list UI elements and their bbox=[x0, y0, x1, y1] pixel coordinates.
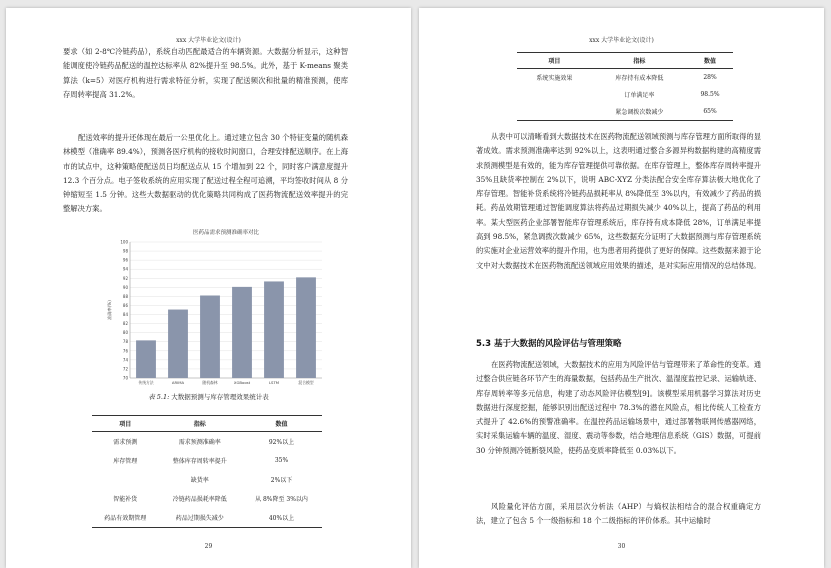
y-tick-label: 82 bbox=[122, 321, 128, 327]
table-header-cell: 数值 bbox=[687, 53, 733, 69]
table-cell: 整体库存周转率提升 bbox=[172, 458, 227, 465]
table-cell bbox=[92, 470, 159, 489]
y-tick-label: 88 bbox=[122, 293, 128, 299]
y-tick-label: 86 bbox=[122, 302, 128, 308]
caption-text: 大数据预测与库存管理效果统计表 bbox=[171, 393, 269, 401]
table-row bbox=[92, 508, 322, 528]
table-header-cell: 数值 bbox=[241, 416, 322, 432]
x-tick-label: 传统方法 bbox=[138, 380, 154, 385]
y-tick-label: 76 bbox=[122, 348, 128, 354]
table-cell: 92%以上 bbox=[268, 439, 295, 446]
table-row bbox=[92, 432, 322, 452]
running-header: xxx 大学毕业论文(设计) bbox=[176, 37, 241, 44]
x-tick-label: ARIMA bbox=[171, 380, 185, 385]
x-tick-label: 随机森林 bbox=[202, 380, 218, 385]
table-cell: 系统实施效果 bbox=[536, 75, 573, 82]
table-row bbox=[92, 489, 322, 508]
table-header-cell: 指标 bbox=[592, 53, 687, 69]
table-cell: 缺货率 bbox=[190, 477, 209, 484]
bar bbox=[264, 281, 284, 378]
bar bbox=[296, 277, 316, 378]
table-header-cell: 项目 bbox=[517, 53, 592, 69]
x-tick-label: LSTM bbox=[268, 380, 280, 385]
y-tick-label: 80 bbox=[122, 330, 128, 336]
body-paragraph: 在医药物流配送领域，大数据技术的应用为风险评估与管理带来了革命性的变革。通过整合供应链各环节产生的海量数据，包括药品生产批次、温湿度监控记录、运输轨迹、库存周转率等多元信息，构建了动态风险评估模型[9]。该模型采用机器学习算法对历史数据进行深度挖掘，能够识别出配送过程中 78.3%的潜在风险点，相比传统人工检查方式提升了 42.6%的预警准确率。在温控药品运输场景中，通过部署物联网传感器网络，实时采集运输车辆的温度、湿度、震动等参数，结合地理信息系统（GIS）数据，可提前 30 分钟预测冷链断裂风险，使药品变质率降低至 0.03%以下。 bbox=[476, 360, 761, 455]
table-cell: 冷链药品损耗率降低 bbox=[172, 496, 227, 503]
table-cell: 65% bbox=[687, 103, 733, 121]
table-cell: 需求预测 bbox=[113, 439, 138, 446]
body-paragraph: 要求（如 2-8℃冷链药品），系统自动匹配最适合的车辆资源。大数据分析显示，这种智能调度使冷链药品配送的温控达标率从 82%提升至 98.5%。此外，基于 K-means 聚类算法（k=5）对医疗机构进行需求特征分析，实现了配送频次和批量的精准预测，使库存周转率提高 31.2%。 bbox=[63, 47, 348, 99]
y-tick-label: 78 bbox=[122, 339, 128, 345]
table-row bbox=[92, 470, 322, 489]
table-cell: 40%以上 bbox=[241, 508, 322, 528]
table-cell: 紧急调拨次数减少 bbox=[592, 103, 687, 121]
y-tick-label: 100 bbox=[120, 239, 128, 245]
table-cell bbox=[517, 103, 592, 121]
table-header-row bbox=[92, 416, 322, 432]
caption-number: 表 5.1: bbox=[148, 393, 170, 401]
table-row bbox=[92, 451, 322, 470]
table-cell: 需求预测准确率 bbox=[178, 439, 221, 446]
table-cell bbox=[517, 86, 592, 103]
table-cell: 智能补货 bbox=[113, 496, 138, 503]
table-cell: 从 8%降至 3%以内 bbox=[255, 496, 308, 503]
table-cell: 28% bbox=[703, 74, 717, 81]
chart-title: 医药品需求预测准确率对比 bbox=[192, 230, 260, 236]
body-paragraph: 从表中可以清晰看到大数据技术在医药物流配送领域预测与库存管理方面所取得的显著成效。需求预测准确率达到 92%以上，这表明通过整合多源异构数据构建的高精度需求预测模型是有效的，能为库存管理提供可靠依据。在库存管理上，整体库存周转率提升 35%且缺货率控制在 2%以下，说明 ABC-XYZ 分类法配合安全库存算法极大地优化了库存管理。智能补货系统将冷链药品损耗率从 8%降低至 3%以内，有效减少了药品的损耗。药品效期管理通过智能调度算法将药品过期损失减少 40%以上，提高了药品的利用率。某大型医药企业部署智能库存管理系统后，库存持有成本降低 28%，订单满足率提高到 98.5%，紧急调拨次数减少 65%，这些数据充分证明了大数据预测与库存管理系统的实施对企业运营效率的提升作用，也为患者用药提供了更好的保障。这些数据来源于论文中对大数据技术在医药物流配送领域应用效果的描述，是对实际应用情况的总结体现。 bbox=[476, 132, 761, 270]
table-row bbox=[517, 86, 733, 103]
document-page-left bbox=[6, 8, 411, 568]
body-paragraph: 配送效率的提升还体现在最后一公里优化上。通过建立包含 30 个特征变量的随机森林模型（准确率 89.4%），预测各医疗机构的接收时间窗口，合理安排配送顺序。在上海市的试点中，这种策略使配送员日均配送点从 15 个增加到 22 个，同时客户满意度提升 12.3 个百分点。电子签收系统的应用实现了配送过程全程可追溯，平均签收时间从 8 分钟缩短至 1.5 分钟。这些大数据驱动的优化策略共同构成了医药物流配送效率提升的完整解决方案。 bbox=[63, 133, 348, 214]
document-page-right bbox=[419, 8, 824, 568]
y-tick-label: 90 bbox=[122, 284, 128, 290]
y-tick-label: 98 bbox=[122, 248, 128, 254]
bar bbox=[200, 295, 220, 378]
bar-chart bbox=[104, 226, 326, 386]
table-header-cell: 项目 bbox=[92, 416, 159, 432]
figure-caption bbox=[6, 392, 411, 401]
y-tick-label: 92 bbox=[122, 275, 128, 281]
x-tick-label: 混合模型 bbox=[298, 380, 314, 385]
y-tick-label: 70 bbox=[122, 375, 128, 381]
y-axis-label: 准确率(%) bbox=[107, 300, 112, 320]
x-tick-label: XGBoost bbox=[233, 380, 251, 385]
table-cell: 2%以下 bbox=[270, 477, 293, 484]
data-table bbox=[517, 52, 733, 121]
table-header-cell: 指标 bbox=[159, 416, 242, 432]
page-number: 29 bbox=[204, 543, 213, 550]
bar bbox=[168, 310, 188, 378]
page-number: 30 bbox=[617, 543, 626, 550]
y-tick-label: 74 bbox=[122, 357, 128, 363]
y-tick-label: 84 bbox=[122, 312, 128, 318]
table-cell: 35% bbox=[274, 457, 289, 464]
table-row bbox=[517, 69, 733, 87]
body-paragraph: 风险量化评估方面，采用层次分析法（AHP）与熵权法相结合的混合权重确定方法，建立了包含 5 个一级指标和 18 个二级指标的评价体系。其中运输时 bbox=[476, 502, 761, 526]
table-cell: 药品过期损失减少 bbox=[159, 508, 242, 528]
table-header-row bbox=[517, 53, 733, 69]
table-cell: 库存管理 bbox=[113, 458, 138, 465]
table-cell: 药品有效期管理 bbox=[92, 508, 159, 528]
bar bbox=[136, 340, 156, 378]
running-header: xxx 大学毕业论文(设计) bbox=[589, 37, 654, 44]
y-tick-label: 96 bbox=[122, 257, 128, 263]
table-cell: 98.5% bbox=[700, 91, 720, 98]
table-cell: 库存持有成本降低 bbox=[615, 75, 664, 82]
bar bbox=[232, 287, 252, 378]
table-cell: 订单满足率 bbox=[624, 92, 655, 99]
data-table bbox=[92, 415, 322, 528]
table-row bbox=[517, 103, 733, 121]
y-tick-label: 72 bbox=[122, 366, 128, 372]
y-tick-label: 94 bbox=[122, 266, 128, 272]
section-heading: 5.3 基于大数据的风险评估与管理策略 bbox=[476, 339, 622, 349]
